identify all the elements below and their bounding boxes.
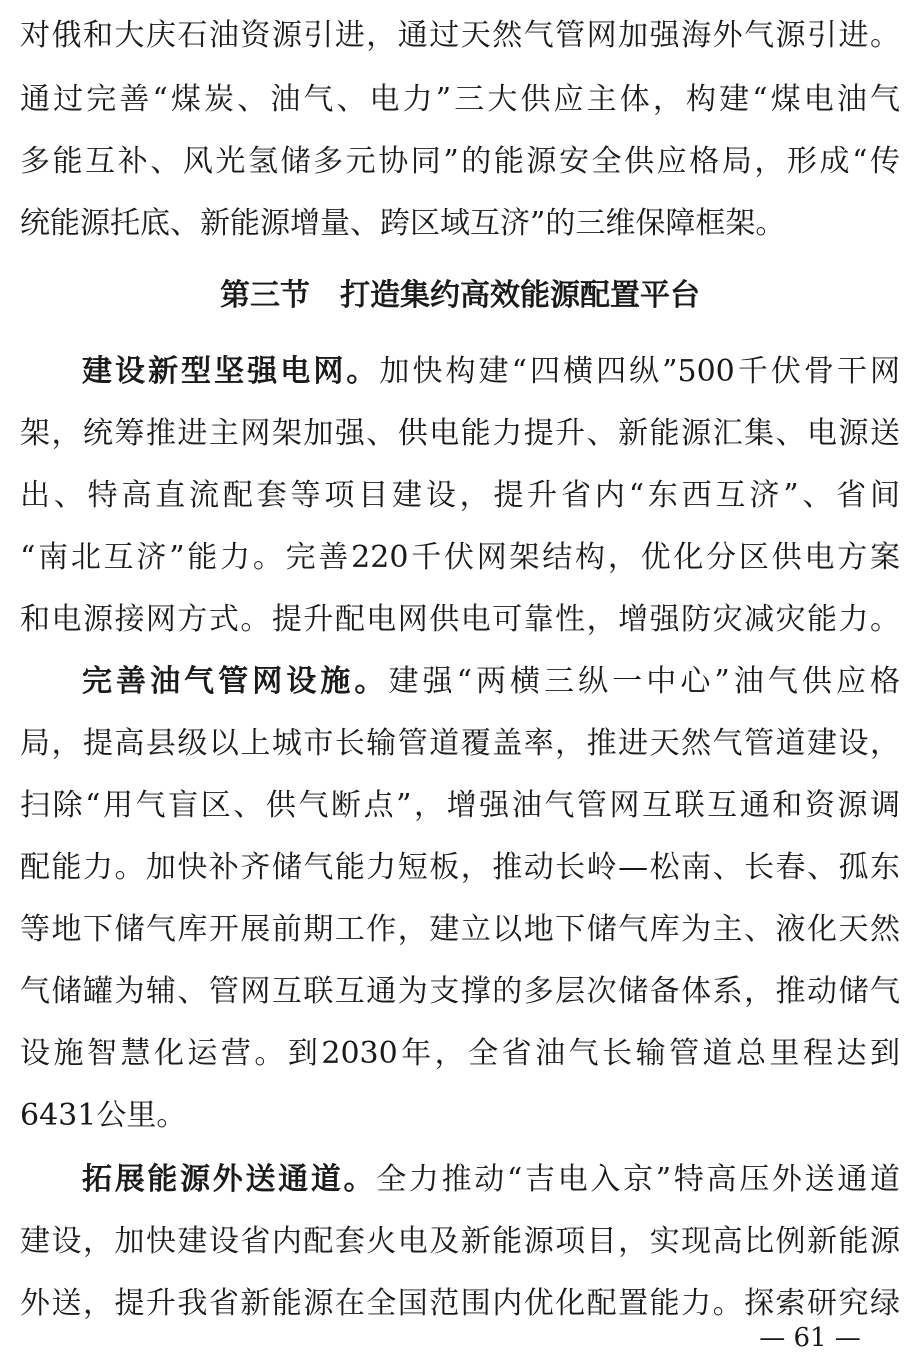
page-number: — 61 —: [759, 1323, 861, 1353]
oil-gas-first-rest: 建强“两横三纵一中心”油气供应格: [388, 664, 900, 699]
oil-gas-line-6: 气储罐为辅、管网互联互通为支撑的多层次储备体系，推动储气: [20, 974, 900, 1009]
oil-gas-line-7: 设施智慧化运营。到2030年，全省油气长输管道总里程达到: [20, 1036, 900, 1071]
oil-gas-lead: 完善油气管网设施。: [82, 664, 389, 699]
oil-gas-line-3: 扫除“用气盲区、供气断点”，增强油气管网互联互通和资源调: [20, 788, 900, 823]
section-heading: [0, 274, 920, 318]
power-grid-line-1: [82, 352, 900, 392]
oil-gas-line-4: 配能力。加快补齐储气能力短板，推动长岭—松南、长春、孤东: [20, 850, 900, 885]
section-number: 第三节: [220, 278, 310, 313]
intro-line-1: 对俄和大庆石油资源引进，通过天然气管网加强海外气源引进。: [20, 18, 900, 53]
section-title: 打造集约高效能源配置平台: [340, 278, 700, 313]
oil-gas-line-1: [82, 662, 900, 702]
outbound-line-2: 建设，加快建设省内配套火电及新能源项目，实现高比例新能源: [20, 1224, 900, 1259]
intro-line-2: 通过完善“煤炭、油气、电力”三大供应主体，构建“煤电油气: [20, 82, 900, 117]
outbound-lead: 拓展能源外送通道。: [82, 1162, 377, 1197]
oil-gas-line-5: 等地下储气库开展前期工作，建立以地下储气库为主、液化天然: [20, 912, 900, 947]
power-grid-line-2: 架，统筹推进主网架加强、供电能力提升、新能源汇集、电源送: [20, 416, 900, 451]
power-grid-line-5: 和电源接网方式。提升配电网供电可靠性，增强防灾减灾能力。: [20, 602, 900, 637]
oil-gas-line-8: 6431公里。: [20, 1098, 187, 1133]
outbound-first-rest: 全力推动“吉电入京”特高压外送通道: [376, 1162, 900, 1197]
intro-line-4: 统能源托底、新能源增量、跨区域互济”的三维保障框架。: [20, 206, 786, 241]
outbound-line-1: [82, 1160, 900, 1200]
power-grid-line-3: 出、特高直流配套等项目建设，提升省内“东西互济”、省间: [20, 478, 900, 513]
power-grid-first-rest: 加快构建“四横四纵”500千伏骨干网: [379, 354, 900, 389]
oil-gas-line-2: 局，提高县级以上城市长输管道覆盖率，推进天然气管道建设，: [20, 726, 900, 761]
power-grid-lead: 建设新型坚强电网。: [82, 354, 380, 389]
intro-line-3: 多能互补、风光氢储多元协同”的能源安全供应格局，形成“传: [20, 144, 900, 179]
outbound-line-3: 外送，提升我省新能源在全国范围内优化配置能力。探索研究绿: [20, 1286, 900, 1321]
power-grid-line-4: “南北互济”能力。完善220千伏网架结构，优化分区供电方案: [20, 540, 900, 575]
